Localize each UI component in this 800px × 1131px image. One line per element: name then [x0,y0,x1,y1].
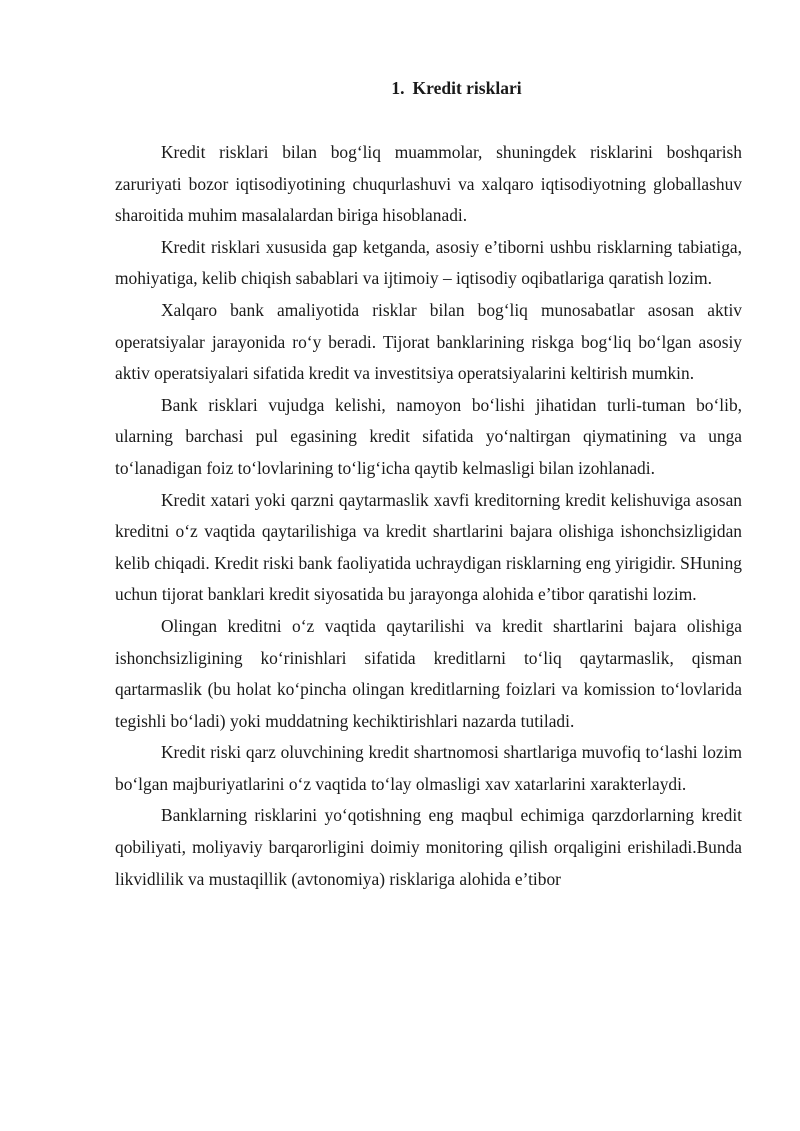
paragraph-6: Olingan kreditni o‘z vaqtida qaytarilishi va kredit shartlarini bajara olishiga ishonchsizligining ko‘rinishlari sifatida kreditlarni to‘liq qaytarmaslik, qisman qartarmaslik (bu holat ko‘pincha olingan kreditlarning foizlari va komission to‘lovlarida tegishli bo‘ladi) yoki muddatning kechiktirishlari nazarda tutiladi. [115,615,742,731]
paragraph-1: Kredit risklari bilan bog‘liq muammolar, shuningdek risklarini boshqarish zaruriyati bozor iqtisodiyotining chuqurlashuvi va xalqaro iqtisodiyotning globallashuv sharoitida muhim masalalardan biriga hisoblanadi. [115,142,742,226]
section-number: 1. [391,78,405,98]
paragraph-2: Kredit risklari xususida gap ketganda, asosiy e’tiborni ushbu risklarning tabiatiga, mohiyatiga, kelib chiqish sabablari va ijtimoiy – iqtisodiy oqibatlariga qaratish lozim. [115,236,742,289]
paragraph-3: Xalqaro bank amaliyotida risklar bilan bog‘liq munosabatlar asosan aktiv operatsiyalar jarayonida ro‘y beradi. Tijorat banklarining riskga bog‘liq bo‘lgan asosiy aktiv operatsiyalari sifatida kredit va investitsiya operatsiyalarini keltirish mumkin. [115,299,742,384]
paragraph-4: Bank risklari vujudga kelishi, namoyon bo‘lishi jihatidan turli-tuman bo‘lib, ularning barchasi pul egasining kredit sifatida yo‘naltirgan qiymatining va unga to‘lanadigan foiz to‘lovlarining to‘lig‘icha qaytib kelmasligi bilan izohlanadi. [115,394,742,478]
paragraph-5: Kredit xatari yoki qarzni qaytarmaslik xavfi kreditorning kredit kelishuviga asosan kreditni o‘z vaqtida qaytarilishiga va kredit shartlarini bajara olishiga ishonchsizligidan kelib chiqadi. Kredit riski bank faoliyatida uchraydigan risklarning eng yirigidir. SHuning uchun tijorat banklari kredit siyosatida bu jarayonga alohida e’tibor qaratishi lozim. [115,489,742,605]
document-page [115,73,742,895]
paragraph-7: Kredit riski qarz oluvchining kredit shartnomosi shartlariga muvofiq to‘lashi lozim bo‘lgan majburiyatlarini o‘z vaqtida to‘lay olmasligi xav xatarlarini xarakterlaydi. [115,742,742,794]
paragraph-8: Banklarning risklarini yo‘qotishning eng maqbul echimiga qarzdorlarning kredit qobiliyati, moliyaviy barqarorligini doimiy monitoring qilish orqaligini erishiladi.Bunda likvidlilik va mustaqillik (avtonomiya) risklariga alohida e’tibor [115,805,742,889]
section-title: Kredit risklari [412,78,522,98]
section-heading [115,73,742,103]
